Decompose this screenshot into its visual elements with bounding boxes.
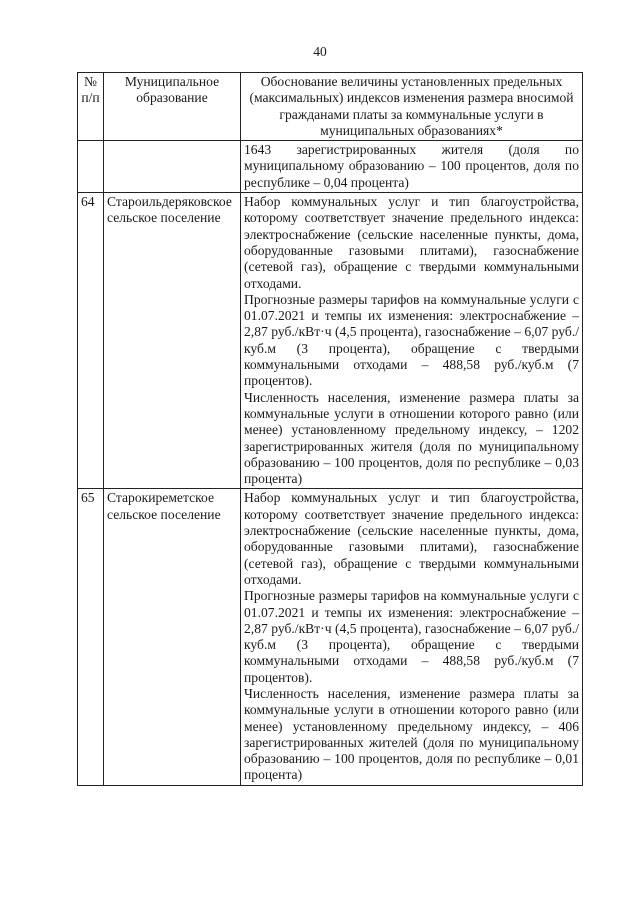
table-row-65 [78,489,583,785]
paragraph-services: Набор коммунальных услуг и тип благоустройства, которому соответствует значение предельного индекса: электроснабжение (сельские населенные пункты, дома, оборудованные газовыми плитами), газоснабжение (сетевой газ), обращение с твердыми коммунальными отходами. [244,194,579,291]
cell-num-empty [78,141,104,193]
header-num: № п/п [78,73,104,141]
cell-justification [241,489,583,785]
cell-num: 64 [78,193,104,489]
paragraph-tariffs: Прогнозные размеры тарифов на коммунальные услуги с 01.07.2021 и темпы их изменения: электроснабжение – 2,87 руб./кВт·ч (4,5 процента), газоснабжение – 6,07 руб./куб.м (3 процента), обращение с твердыми коммунальными отходами – 488,58 руб./куб.м (7 процентов). [244,291,579,389]
paragraph-population: Численность населения, изменение размера платы за коммунальные услуги в отношении которого равно (или менее) установленному предельному индексу, – 406 зарегистрированных жителей (доля по муниципальному образованию – 100 процентов, доля по республике – 0,01 процента) [244,685,579,783]
cell-continuation-text: 1643 зарегистрированных жителя (доля по муниципальному образованию – 100 процентов, доля по республике – 0,04 процента) [241,141,583,193]
cell-municipality-empty [104,141,241,193]
header-justification: Обоснование величины установленных предельных (максимальных) индексов изменения размера вносимой гражданами платы за коммунальные услуги в муниципальных образованиях* [241,73,583,141]
table-row-64 [78,193,583,489]
table-header-row [78,73,583,141]
cell-num: 65 [78,489,104,785]
paragraph-population: Численность населения, изменение размера платы за коммунальные услуги в отношении которого равно (или менее) установленному предельному индексу, – 1202 зарегистрированных жителя (доля по муниципальному образованию – 100 процентов, доля по республике – 0,03 процента) [244,389,579,487]
cell-justification [241,193,583,489]
page-number: 40 [313,44,327,59]
cell-municipality: Старокиреметское сельское поселение [104,489,241,785]
table-row-continuation [78,141,583,193]
tariff-table [77,72,583,786]
paragraph-tariffs: Прогнозные размеры тарифов на коммунальные услуги с 01.07.2021 и темпы их изменения: электроснабжение – 2,87 руб./кВт·ч (4,5 процента), газоснабжение – 6,07 руб./куб.м (3 процента), обращение с твердыми коммунальными отходами – 488,58 руб./куб.м (7 процентов). [244,588,579,685]
header-municipality: Муниципальное образование [104,73,241,141]
paragraph-services: Набор коммунальных услуг и тип благоустройства, которому соответствует значение предельного индекса: электроснабжение (сельские населенные пункты, дома, оборудованные газовыми плитами), газоснабжение (сетевой газ), обращение с твердыми коммунальными отходами. [244,490,579,587]
cell-municipality: Староильдеряковское сельское поселение [104,193,241,489]
